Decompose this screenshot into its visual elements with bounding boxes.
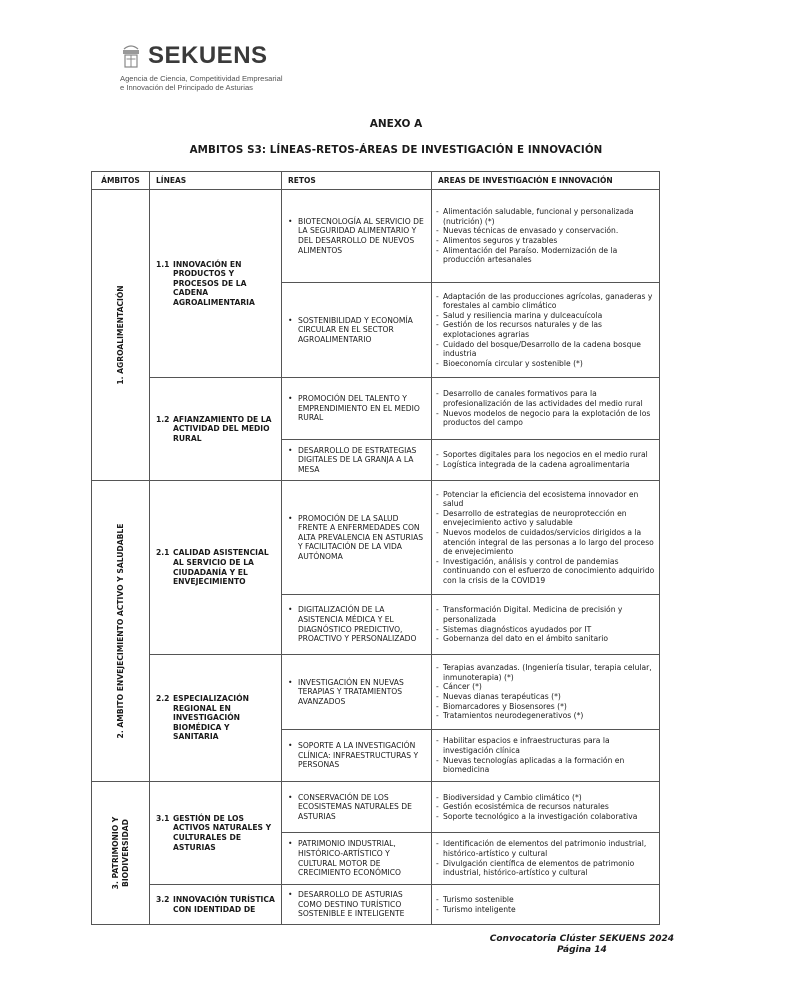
reto-cell [282,595,432,655]
list-item: - Habilitar espacios e infraestructuras para la investigación clínica [436,736,610,755]
list-item: - Soportes digitales para los negocios en el medio rural [436,450,648,460]
asturias-crest-icon [120,43,142,69]
list-item: - Biomarcadores y Biosensores (*) [436,701,567,711]
reto-text: PROMOCIÓN DEL TALENTO Y EMPRENDIMIENTO EN EL MEDIO RURAL [298,394,420,423]
list-item: - Nuevos modelos de cuidados/servicios dirigidos a la atención integral de las personas a lo largo del proceso de envejecimiento [436,527,654,557]
bullet-icon: • [288,741,293,751]
reto-cell [282,378,432,440]
ambito-cell [92,782,150,925]
list-item: - Investigación, análisis y control de pandemias continuando con el esfuerzo de conocimiento adquirido con la crisis de la COVID19 [436,556,655,585]
reto-cell [282,481,432,595]
linea-cell [150,885,282,925]
table-row [92,782,660,833]
ambitos-table [91,171,660,925]
linea-name: AFIANZAMIENTO DE LA ACTIVIDAD DEL MEDIO RURAL [173,414,272,443]
ambito-cell [92,481,150,782]
reto-text: PROMOCIÓN DE LA SALUD FRENTE A ENFERMEDADES CON ALTA PREVALENCIA EN ASTURIAS Y FACILITACIÓN DE LA VIDA AUTÓNOMA [298,513,424,561]
linea-name: INNOVACIÓN EN PRODUCTOS Y PROCESOS DE LA CADENA AGROALIMENTARIA [173,259,255,307]
reto-cell [282,655,432,730]
list-item: - Gobernanza del dato en el ámbito sanitario [436,634,609,644]
linea-cell [150,378,282,481]
reto-text: SOSTENIBILIDAD Y ECONOMÍA CIRCULAR EN EL SECTOR AGROALIMENTARIO [298,315,413,344]
areas-cell [432,885,660,925]
list-item: - Cuidado del bosque/Desarrollo de la cadena bosque industria [436,339,641,359]
areas-cell [432,481,660,595]
page-footer [490,934,674,956]
areas-cell [432,833,660,885]
list-item: - Gestión ecosistémica de recursos naturales [436,802,609,812]
areas-cell [432,730,660,782]
list-item: - Nuevas dianas terapéuticas (*) [436,692,561,701]
areas-cell [432,655,660,730]
table-header-row [92,172,660,190]
list-item: - Gestión de los recursos naturales y de las explotaciones agrarias [436,320,602,339]
linea-name: CALIDAD ASISTENCIAL AL SERVICIO DE LA CIUDADANÍA Y EL ENVEJECIMIENTO [173,548,269,587]
linea-cell [150,190,282,378]
list-item: - Salud y resiliencia marina y dulceacuícola [436,310,603,320]
list-item: - Bioeconomía circular y sostenible (*) [436,358,583,368]
list-item: - Cáncer (*) [436,682,482,692]
ambito-label: 1. AGROALIMENTACIÓN [115,285,125,385]
list-item: - Adaptación de las producciones agrícolas, ganaderas y forestales al cambio climático [436,291,653,311]
logo-subtitle-line2: e Innovación del Principado de Asturias [120,83,253,92]
list-item: - Alimentación saludable, funcional y personalizada (nutrición) (*) [436,207,634,226]
reto-text: CONSERVACIÓN DE LOS ECOSISTEMAS NATURALES DE ASTURIAS [298,792,412,821]
linea-name: ESPECIALIZACIÓN REGIONAL EN INVESTIGACIÓN BIOMÉDICA Y SANITARIA [173,694,249,742]
areas-cell [432,283,660,378]
list-item: - Sistemas diagnósticos ayudados por IT [436,624,592,634]
logo-subtitle-line1: Agencia de Ciencia, Competitividad Empresarial [120,74,283,83]
bullet-icon: • [288,445,293,455]
bullet-icon: • [288,216,293,226]
reto-cell [282,885,432,925]
column-header-lineas: LÍNEAS [150,172,282,190]
reto-text: DESARROLLO DE ESTRATEGIAS DIGITALES DE LA GRANJA A LA MESA [298,445,417,474]
list-item: - Alimentación del Paraíso. Modernización de la producción artesanales [436,245,618,265]
table-row [92,655,660,730]
list-item: - Turismo inteligente [436,904,516,914]
linea-name: INNOVACIÓN TURÍSTICA CON IDENTIDAD DE [173,894,275,914]
bullet-icon: • [288,513,293,523]
list-item: - Transformación Digital. Medicina de precisión y personalizada [436,605,623,624]
reto-text: SOPORTE A LA INVESTIGACIÓN CLÍNICA: INFRAESTRUCTURAS Y PERSONAS [298,741,419,770]
bullet-icon: • [288,677,293,687]
table-row [92,481,660,595]
areas-cell [432,782,660,833]
reto-text: PATRIMONIO INDUSTRIAL, HISTÓRICO-ARTÍSTICO Y CULTURAL MOTOR DE CRECIMIENTO ECONÓMICO [298,839,402,878]
list-item: - Terapias avanzadas. (Ingeniería tisular, terapia celular, inmunoterapia) (*) [436,663,652,682]
list-item: - Soporte tecnológico a la investigación colaborativa [436,811,638,821]
list-item: - Turismo sostenible [436,894,514,904]
reto-cell [282,833,432,885]
list-item: - Nuevos modelos de negocio para la explotación de los productos del campo [436,408,651,428]
column-header-retos: RETOS [282,172,432,190]
sekuens-logo [120,42,320,92]
areas-cell [432,190,660,283]
linea-number: 3.2 [156,894,170,904]
ambito-cell [92,190,150,481]
bullet-icon: • [288,839,293,849]
areas-cell [432,440,660,481]
bullet-icon: • [288,315,293,325]
list-item: - Desarrollo de estrategias de neuroprotección en envejecimiento activo y saludable [436,508,627,528]
reto-text: DIGITALIZACIÓN DE LA ASISTENCIA MÉDICA Y EL DIAGNÓSTICO PREDICTIVO, PROACTIVO Y PERSONALIZADO [298,605,417,644]
list-item: - Potenciar la eficiencia del ecosistema innovador en salud [436,489,639,509]
reto-cell [282,730,432,782]
linea-cell [150,481,282,655]
column-header-areas: AREAS DE INVESTIGACIÓN E INNOVACIÓN [432,172,660,190]
reto-text: BIOTECNOLOGÍA AL SERVICIO DE LA SEGURIDAD ALIMENTARIO Y DEL DESARROLLO DE NUEVOS ALIMENTOS [298,216,424,255]
reto-cell [282,440,432,481]
table-row [92,378,660,440]
footer-convocatoria: Convocatoria Clúster SEKUENS 2024 [489,934,674,944]
reto-text: INVESTIGACIÓN EN NUEVAS TERAPIAS Y TRATAMIENTOS AVANZADOS [298,677,404,706]
annex-title: ANEXO A [369,118,423,130]
bullet-icon: • [288,792,293,802]
linea-cell [150,655,282,782]
column-header-ambitos: ÁMBITOS [92,172,150,190]
bullet-icon: • [288,394,293,404]
reto-cell [282,283,432,378]
list-item: - Tratamientos neurodegenerativos (*) [436,711,584,721]
list-item: - Alimentos seguros y trazables [436,236,558,245]
list-item: - Nuevas tecnologías aplicadas a la formación en biomedicina [436,755,625,775]
list-item: - Logística integrada de la cadena agroalimentaria [436,460,630,469]
page-number: Página 14 [556,945,607,955]
linea-number: 2.1 [156,548,170,558]
document-title: AMBITOS S3: LÍNEAS-RETOS-ÁREAS DE INVESTIGACIÓN E INNOVACIÓN [189,144,603,156]
areas-cell [432,378,660,440]
linea-number: 3.1 [156,813,170,823]
areas-cell [432,595,660,655]
reto-cell [282,782,432,833]
ambito-label: 3. PATRIMONIO Y BIODIVERSIDAD [110,816,130,890]
reto-cell [282,190,432,283]
linea-number: 1.1 [156,259,170,269]
list-item: - Desarrollo de canales formativos para la profesionalización de las actividades del medio rural [436,389,643,408]
table-row [92,190,660,283]
list-item: - Nuevas técnicas de envasado y conservación. [436,226,619,236]
bullet-icon: • [288,605,293,615]
list-item: - Identificación de elementos del patrimonio industrial, histórico-artístico y cultural [436,839,647,858]
linea-number: 1.2 [156,414,170,424]
bullet-icon: • [288,890,293,900]
linea-number: 2.2 [156,694,170,704]
ambito-label: 2. AMBITO ENVEJECIMIENTO ACTIVO Y SALUDABLE [115,523,125,739]
linea-name: GESTIÓN DE LOS ACTIVOS NATURALES Y CULTURALES DE ASTURIAS [173,813,272,852]
logo-name: SEKUENS [148,42,268,69]
list-item: - Divulgación científica de elementos de patrimonio industrial, histórico-artístico y cultural [436,858,635,878]
reto-text: DESARROLLO DE ASTURIAS COMO DESTINO TURÍSTICO SOSTENIBLE E INTELIGENTE [298,890,405,919]
linea-cell [150,782,282,885]
list-item: - Biodiversidad y Cambio climático (*) [436,792,582,802]
table-row [92,885,660,925]
